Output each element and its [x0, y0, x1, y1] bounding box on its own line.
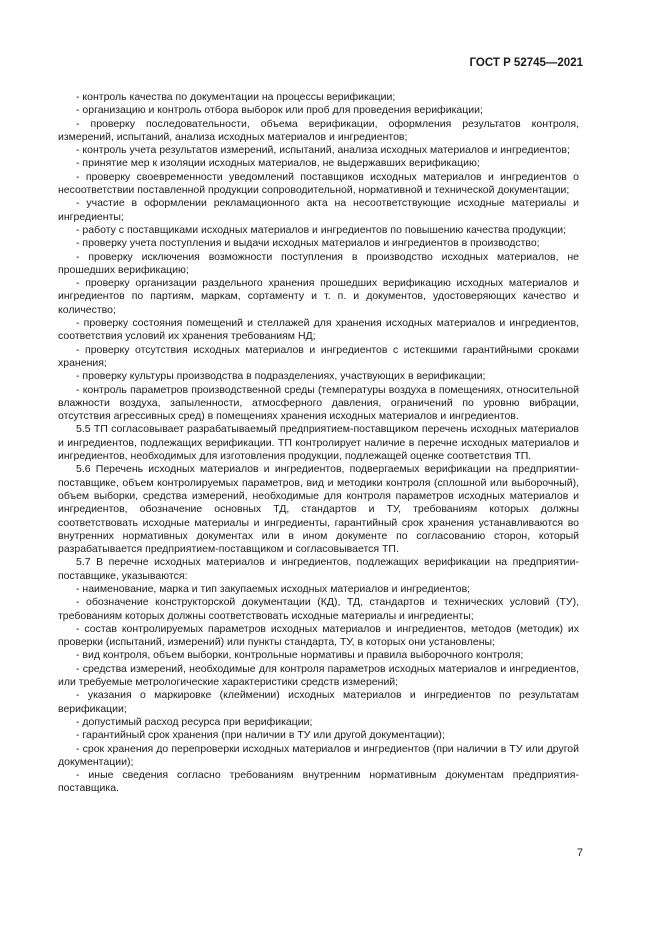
- paragraph: - организацию и контроль отбора выборок или проб для проведения верификации;: [76, 104, 483, 117]
- paragraph: - принятие мер к изоляции исходных материалов, не выдержавших верификацию;: [76, 157, 480, 170]
- paragraph: - проверку отсутствия исходных материалов и ингредиентов с истекшими гарантийными сроками хранения;: [58, 343, 579, 369]
- paragraph: - проверку последовательности, объема верификации, оформления результатов контроля, измерений, испытаний, анализа исходных материалов и ингредиентов;: [58, 117, 579, 143]
- paragraph: - проверку исключения возможности поступления в производство исходных материалов, не прошедших верификацию;: [58, 250, 579, 276]
- paragraph: - наименование, марка и тип закупаемых исходных материалов и ингредиентов;: [76, 582, 471, 595]
- page-number: 7: [576, 847, 583, 859]
- section-paragraph-5-7: 5.7 В перечне исходных материалов и ингредиентов, подлежащих верификации на предприятии-поставщике, указываются:: [58, 556, 579, 582]
- paragraph: - контроль параметров производственной среды (температуры воздуха в помещениях, относительной влажности воздуха, запыленности, атмосферного давления, ограничений по уровню вибрации, отсутствия агрессивных сред) в помещениях хранения исходных материалов и ингредиентов.: [58, 383, 579, 423]
- paragraph: - участие в оформлении рекламационного акта на несоответствующие исходные материалы и ингредиенты;: [58, 197, 579, 223]
- paragraph: - гарантийный срок хранения (при наличии в ТУ или другой документации);: [76, 729, 445, 742]
- paragraph: - средства измерений, необходимые для контроля параметров исходных материалов и ингредиентов, или требуемые метрологические характеристики средств измерений;: [58, 662, 579, 689]
- paragraph: - контроль учета результатов измерений, испытаний, анализа исходных материалов и ингредиентов;: [76, 144, 570, 157]
- paragraph: - состав контролируемых параметров исходных материалов и ингредиентов, методов (методик) их проверки (испытаний, измерений) или пункты стандарта, ТУ, в которых они установлены;: [58, 622, 579, 649]
- paragraph: - контроль качества по документации на процессы верификации;: [76, 91, 396, 103]
- paragraph: - иные сведения согласно требованиям внутренним нормативным документам предприятия-поставщика.: [58, 769, 579, 795]
- paragraph: - работу с поставщиками исходных материалов и ингредиентов по повышению качества продукции;: [76, 223, 566, 236]
- paragraph: - проверку состояния помещений и стеллажей для хранения исходных материалов и ингредиентов, соответствия условий их хранения требованиям НД;: [58, 317, 579, 343]
- paragraph: - вид контроля, объем выборки, контрольные нормативы и правила выборочного контроля;: [76, 649, 524, 662]
- paragraph: - допустимый расход ресурса при верификации;: [76, 715, 313, 728]
- section-paragraph-5-6: 5.6 Перечень исходных материалов и ингредиентов, подвергаемых верификации на предприятии-поставщике, объем контролируемых параметров, вид и методики контроля (сплошной или выборочный), объем выборки, средства измерений, необходимые для контроля параметров исходных материалов и ингредиентов, обозначение основных ТД, стандартов и ТУ, требованиям которых должны соответствовать исходные материалы и ингредиенты, гарантийный срок хранения устанавливаются во внутренних нормативных документах или в ином документе по согласованию сторон, который разрабатывается предприятием-поставщиком и согласовывается ТП.: [58, 463, 579, 556]
- document-code-header: ГОСТ Р 52745—2021: [469, 57, 583, 69]
- paragraph: - указания о маркировке (клеймении) исходных материалов и ингредиентов по результатам верификации;: [58, 689, 579, 715]
- paragraph: - проверку своевременности уведомлений поставщиков исходных материалов и ингредиентов о несоответствии поставленной продукции сопроводительной, нормативной и технической документации;: [58, 170, 579, 197]
- section-paragraph-5-5: 5.5 ТП согласовывает разрабатываемый предприятием-поставщиком перечень исходных материалов и ингредиентов, подлежащих верификации. ТП контролирует наличие в перечне исходных материалов и ингредиентов, необходимых для изготовления продукции, подлежащей оценке соответствия ТП.: [58, 423, 579, 463]
- paragraph: - проверку культуры производства в подразделениях, участвующих в верификации;: [76, 370, 486, 383]
- paragraph: - проверку организации раздельного хранения прошедших верификацию исходных материалов и ингредиентов по партиям, маркам, сортаменту и т. п. и документов, удостоверяющих качество и количество;: [58, 277, 579, 316]
- paragraph: - срок хранения до перепроверки исходных материалов и ингредиентов (при наличии в ТУ или другой документации);: [58, 742, 579, 768]
- paragraph: - проверку учета поступления и выдачи исходных материалов и ингредиентов в производство;: [76, 237, 540, 250]
- body-text: [58, 91, 579, 796]
- paragraph: - обозначение конструкторской документации (КД), ТД, стандартов и технических условий (ТУ), требованиям которых должны соответствовать исходные материалы и ингредиенты;: [58, 596, 579, 622]
